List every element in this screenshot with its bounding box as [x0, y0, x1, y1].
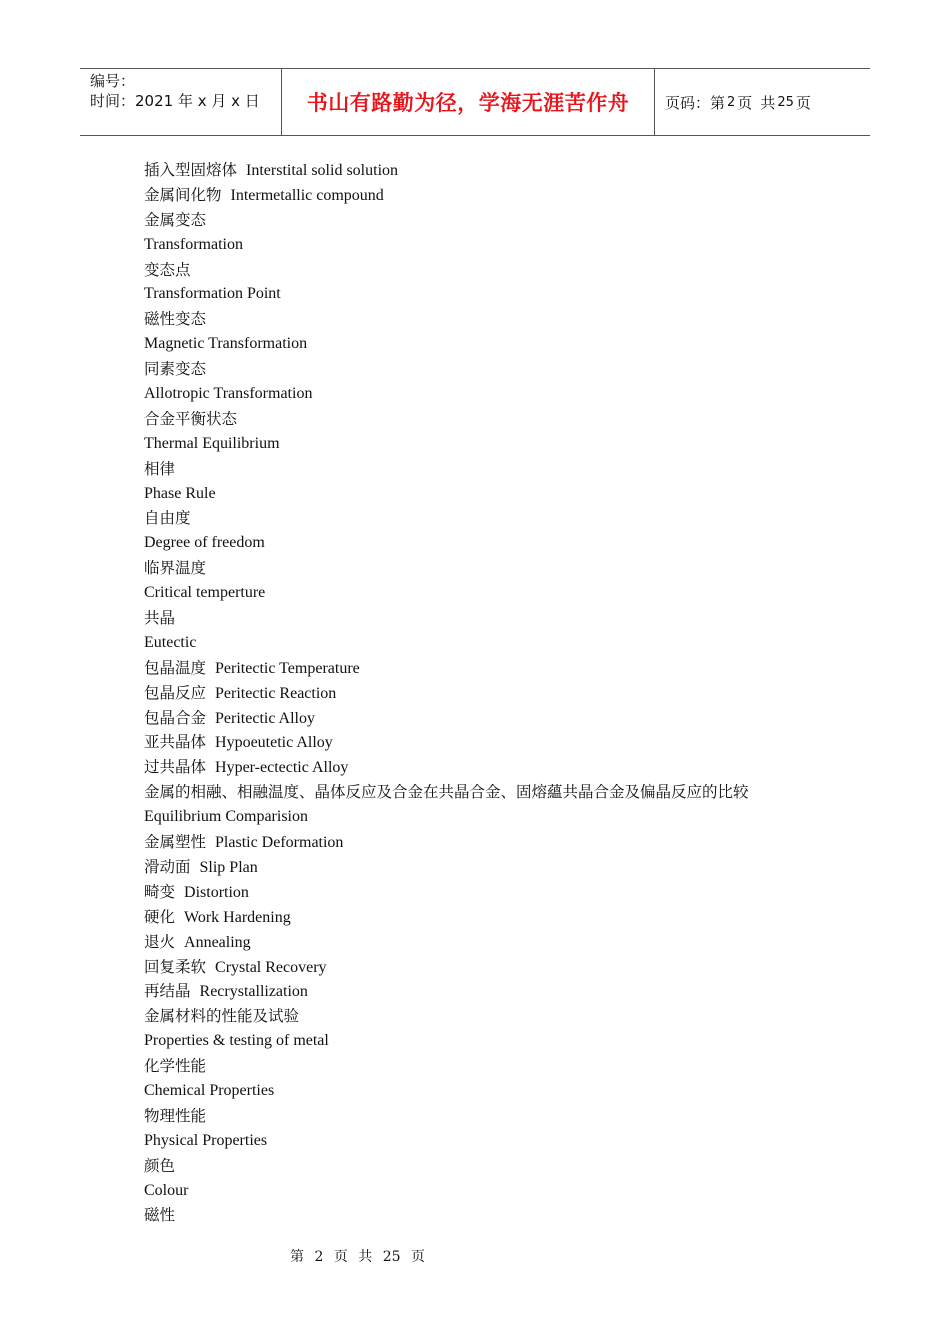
glossary-line	[144, 855, 844, 880]
term-english: Critical temperture	[144, 584, 266, 602]
term-chinese: 合金平衡状态	[144, 409, 238, 428]
header-total-prefix: 共	[760, 93, 776, 112]
term-english: Crystal Recovery	[215, 958, 327, 976]
term-english: Degree of freedom	[144, 534, 265, 552]
term-chinese: 自由度	[144, 509, 191, 528]
term-english: Slip Plan	[199, 858, 258, 876]
term-english: Distortion	[184, 883, 249, 901]
glossary-line	[144, 307, 844, 332]
term-english: Thermal Equilibrium	[144, 434, 280, 452]
footer-prefix: 第	[290, 1249, 304, 1265]
page-footer	[0, 1246, 950, 1266]
term-chinese: 插入型固熔体	[144, 161, 238, 179]
term-english: Transformation	[144, 235, 243, 253]
term-chinese: 包晶反应	[144, 683, 207, 702]
term-english: Properties & testing of metal	[144, 1032, 329, 1050]
glossary-line	[144, 681, 844, 706]
glossary-line	[144, 457, 844, 482]
glossary-line	[144, 432, 844, 457]
term-chinese: 滑动面	[144, 857, 191, 876]
header-total-suffix: 页	[795, 93, 811, 112]
term-chinese: 包晶合金	[144, 708, 207, 727]
term-english: Allotropic Transformation	[144, 385, 313, 403]
glossary-line	[144, 656, 844, 681]
glossary-line	[144, 1203, 844, 1228]
glossary-line	[144, 930, 844, 955]
term-english: Work Hardening	[184, 908, 291, 926]
term-chinese: 颜色	[144, 1156, 176, 1175]
term-chinese: 金属间化物	[144, 185, 222, 204]
term-chinese: 回复柔软	[144, 957, 207, 976]
glossary-line	[144, 1129, 844, 1154]
term-chinese: 磁性变态	[144, 310, 207, 329]
header-motto: 书山有路勤为径，学海无涯苦作舟	[282, 69, 655, 135]
header-total-number: 25	[777, 94, 794, 110]
glossary-line	[144, 631, 844, 656]
glossary-line	[144, 1004, 844, 1029]
glossary-line	[144, 830, 844, 855]
term-english: Annealing	[184, 933, 251, 951]
term-chinese: 物理性能	[144, 1106, 207, 1125]
term-chinese: 相律	[144, 459, 176, 478]
header-meta-cell	[80, 69, 282, 135]
glossary-line	[144, 1054, 844, 1079]
term-chinese: 金属的相融、相融温度、晶体反应及合金在共晶合金、固熔蘊共晶合金及偏晶反应的比较	[144, 783, 749, 802]
term-chinese: 共晶	[144, 609, 176, 628]
header-page-info	[655, 69, 870, 135]
glossary-line	[144, 905, 844, 930]
header-page-mid: 页	[737, 93, 753, 112]
header-page-number: 2	[727, 94, 736, 110]
term-english: Hypoeutetic Alloy	[215, 734, 333, 752]
glossary-line	[144, 755, 844, 780]
glossary-line	[144, 332, 844, 357]
glossary-line	[144, 382, 844, 407]
term-chinese: 金属变态	[144, 210, 207, 229]
glossary-line	[144, 581, 844, 606]
footer-page-number: 2	[314, 1249, 324, 1265]
document-date-label: 时间：2021 年 x 月 x 日	[90, 92, 260, 110]
term-chinese: 同素变态	[144, 360, 207, 379]
term-chinese: 金属塑性	[144, 833, 207, 852]
document-number-label: 编号：	[90, 72, 136, 90]
glossary-line	[144, 805, 844, 830]
glossary-line	[144, 1079, 844, 1104]
footer-total-prefix: 共	[358, 1249, 373, 1265]
term-english: Phase Rule	[144, 484, 216, 502]
term-english: Recrystallization	[199, 983, 308, 1001]
glossary-line	[144, 482, 844, 507]
header-page-prefix: 页码：第	[665, 93, 726, 112]
glossary-line	[144, 730, 844, 755]
term-chinese: 临界温度	[144, 559, 207, 578]
term-english: Colour	[144, 1181, 189, 1199]
glossary-line	[144, 556, 844, 581]
glossary-list	[144, 158, 844, 1228]
term-english: Transformation Point	[144, 285, 281, 303]
glossary-line	[144, 606, 844, 631]
glossary-line	[144, 1104, 844, 1129]
term-chinese: 硬化	[144, 907, 176, 926]
term-english: Eutectic	[144, 633, 197, 651]
footer-suffix: 页	[411, 1249, 426, 1265]
term-chinese: 畸变	[144, 882, 176, 901]
term-chinese: 过共晶体	[144, 758, 207, 777]
term-english: Chemical Properties	[144, 1081, 275, 1099]
term-english: Equilibrium Comparision	[144, 808, 308, 826]
page-header	[80, 68, 870, 136]
glossary-line	[144, 1029, 844, 1054]
glossary-line	[144, 880, 844, 905]
term-english: Plastic Deformation	[215, 834, 344, 852]
glossary-line	[144, 208, 844, 233]
term-english: Interstital solid solution	[246, 162, 399, 179]
term-chinese: 包晶温度	[144, 658, 207, 677]
glossary-line	[144, 258, 844, 283]
glossary-line	[144, 158, 844, 183]
term-chinese: 亚共晶体	[144, 733, 207, 752]
glossary-line	[144, 1179, 844, 1204]
glossary-line	[144, 979, 844, 1004]
term-english: Peritectic Reaction	[215, 684, 337, 702]
glossary-line	[144, 531, 844, 556]
glossary-line	[144, 233, 844, 258]
glossary-line	[144, 780, 844, 805]
term-chinese: 化学性能	[144, 1057, 207, 1076]
glossary-line	[144, 506, 844, 531]
term-english: Peritectic Temperature	[215, 659, 360, 677]
term-chinese: 退火	[144, 932, 176, 951]
glossary-line	[144, 357, 844, 382]
glossary-line	[144, 955, 844, 980]
term-chinese: 金属材料的性能及试验	[144, 1007, 300, 1026]
footer-total-number: 25	[382, 1249, 401, 1265]
term-english: Peritectic Alloy	[215, 709, 315, 727]
term-chinese: 磁性	[144, 1206, 176, 1225]
footer-page-mid: 页	[333, 1249, 348, 1265]
glossary-line	[144, 407, 844, 432]
term-english: Hyper-ectectic Alloy	[215, 759, 349, 777]
glossary-line	[144, 1154, 844, 1179]
term-chinese: 变态点	[144, 260, 191, 279]
glossary-line	[144, 282, 844, 307]
term-english: Intermetallic compound	[230, 186, 384, 204]
term-english: Magnetic Transformation	[144, 335, 308, 353]
glossary-line	[144, 183, 844, 208]
term-chinese: 再结晶	[144, 982, 191, 1001]
term-english: Physical Properties	[144, 1131, 268, 1149]
glossary-line	[144, 706, 844, 731]
